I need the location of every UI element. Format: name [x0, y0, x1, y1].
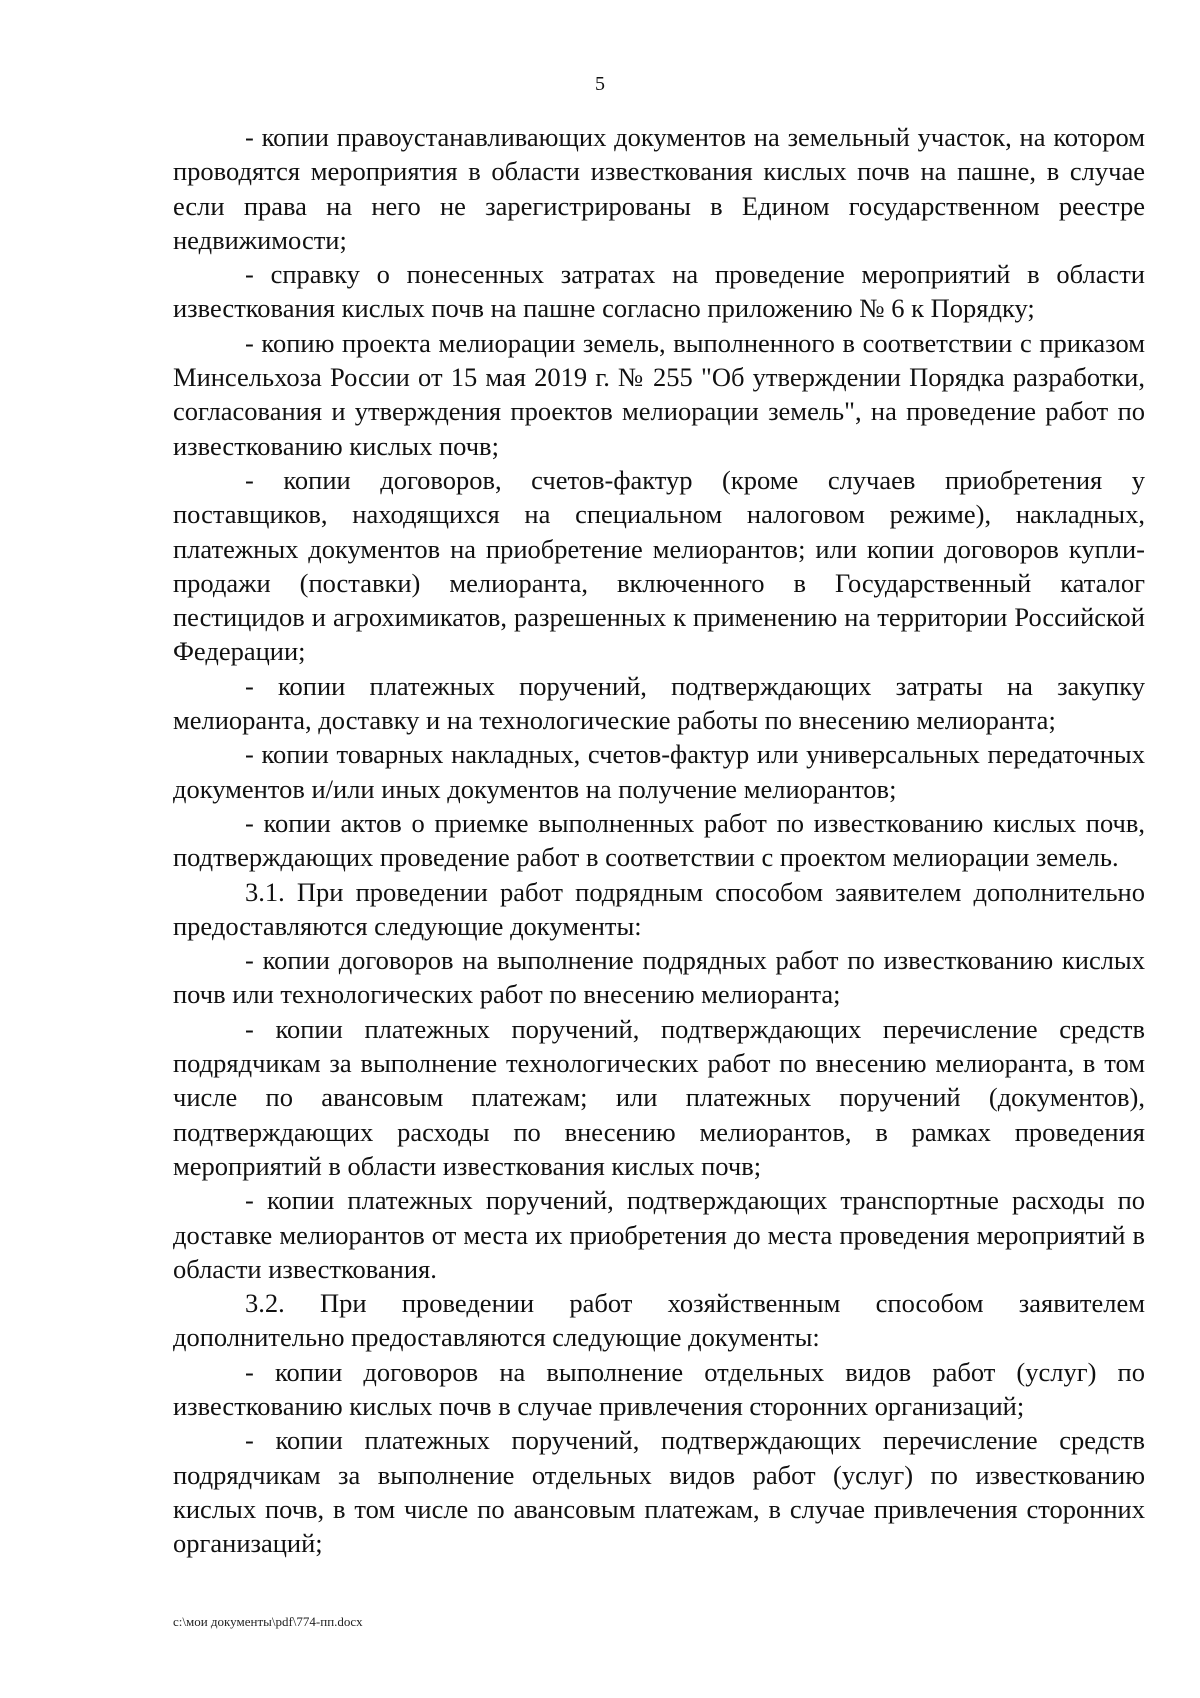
paragraph-payment-orders: - копии платежных поручений, подтверждающих затраты на закупку мелиоранта, доставку и на технологические работы по внесению мелиоранта;	[173, 670, 1145, 736]
paragraph-title-documents: - копии правоустанавливающих документов на земельный участок, на котором проводятся мероприятия в области известкования кислых почв на пашне, в случае если права на него не зарегистрированы в Едином государственном реестре недвижимости;	[173, 122, 1145, 255]
paragraph-melioration-project: - копию проекта мелиорации земель, выполненного в соответствии с приказом Минсельхоза России от 15 мая 2019 г. № 255 "Об утверждении Порядка разработки, согласования и утверждения проектов мелиорации земель", на проведение работ по известкованию кислых почв;	[173, 327, 1145, 461]
paragraph-contractor-agreements: - копии договоров на выполнение подрядных работ по известкованию кислых почв или технологических работ по внесению мелиоранта;	[173, 945, 1145, 1010]
paragraph-service-agreements: - копии договоров на выполнение отдельных видов работ (услуг) по известкованию кислых почв в случае привлечения сторонних организаций;	[173, 1356, 1145, 1421]
paragraph-section-3-1: 3.1. При проведении работ подрядным способом заявителем дополнительно предоставляются следующие документы:	[173, 876, 1145, 941]
paragraph-expense-certificate: - справку о понесенных затратах на проведение мероприятий в области известкования кислых почв на пашне согласно приложению № 6 к Порядку;	[173, 259, 1145, 324]
page-number: 5	[595, 73, 605, 95]
document-body	[173, 120, 1145, 1560]
paragraph-contractor-payments: - копии платежных поручений, подтверждающих перечисление средств подрядчикам за выполнение технологических работ по внесению мелиоранта, в том числе по авансовым платежам; или платежных поручений (документов), подтверждающих расходы по внесению мелиорантов, в рамках проведения мероприятий в области известкования кислых почв;	[173, 1013, 1145, 1181]
paragraph-waybills: - копии товарных накладных, счетов-фактур или универсальных передаточных документов и/или иных документов на получение мелиорантов;	[173, 739, 1145, 804]
paragraph-acceptance-acts: - копии актов о приемке выполненных работ по известкованию кислых почв, подтверждающих проведение работ в соответствии с проектом мелиорации земель.	[173, 807, 1145, 873]
paragraph-service-payments: - копии платежных поручений, подтверждающих перечисление средств подрядчикам за выполнение отдельных видов работ (услуг) по известкованию кислых почв, в том числе по авансовым платежам, в случае привлечения сторонних организаций;	[173, 1425, 1145, 1559]
paragraph-transport-payments: - копии платежных поручений, подтверждающих транспортные расходы по доставке мелиорантов от места их приобретения до места проведения мероприятий в области известкования.	[173, 1185, 1145, 1284]
paragraph-section-3-2: 3.2. При проведении работ хозяйственным способом заявителем дополнительно предоставляются следующие документы:	[173, 1288, 1145, 1353]
paragraph-contracts-invoices: - копии договоров, счетов-фактур (кроме случаев приобретения у поставщиков, находящихся на специальном налоговом режиме), накладных, платежных документов на приобретение мелиорантов; или копии договоров купли-продажи (поставки) мелиоранта, включенного в Государственный каталог пестицидов и агрохимикатов, разрешенных к применению на территории Российской Федерации;	[173, 464, 1145, 667]
footer-file-path: c:\мои документы\pdf\774-пп.docx	[173, 1614, 363, 1629]
